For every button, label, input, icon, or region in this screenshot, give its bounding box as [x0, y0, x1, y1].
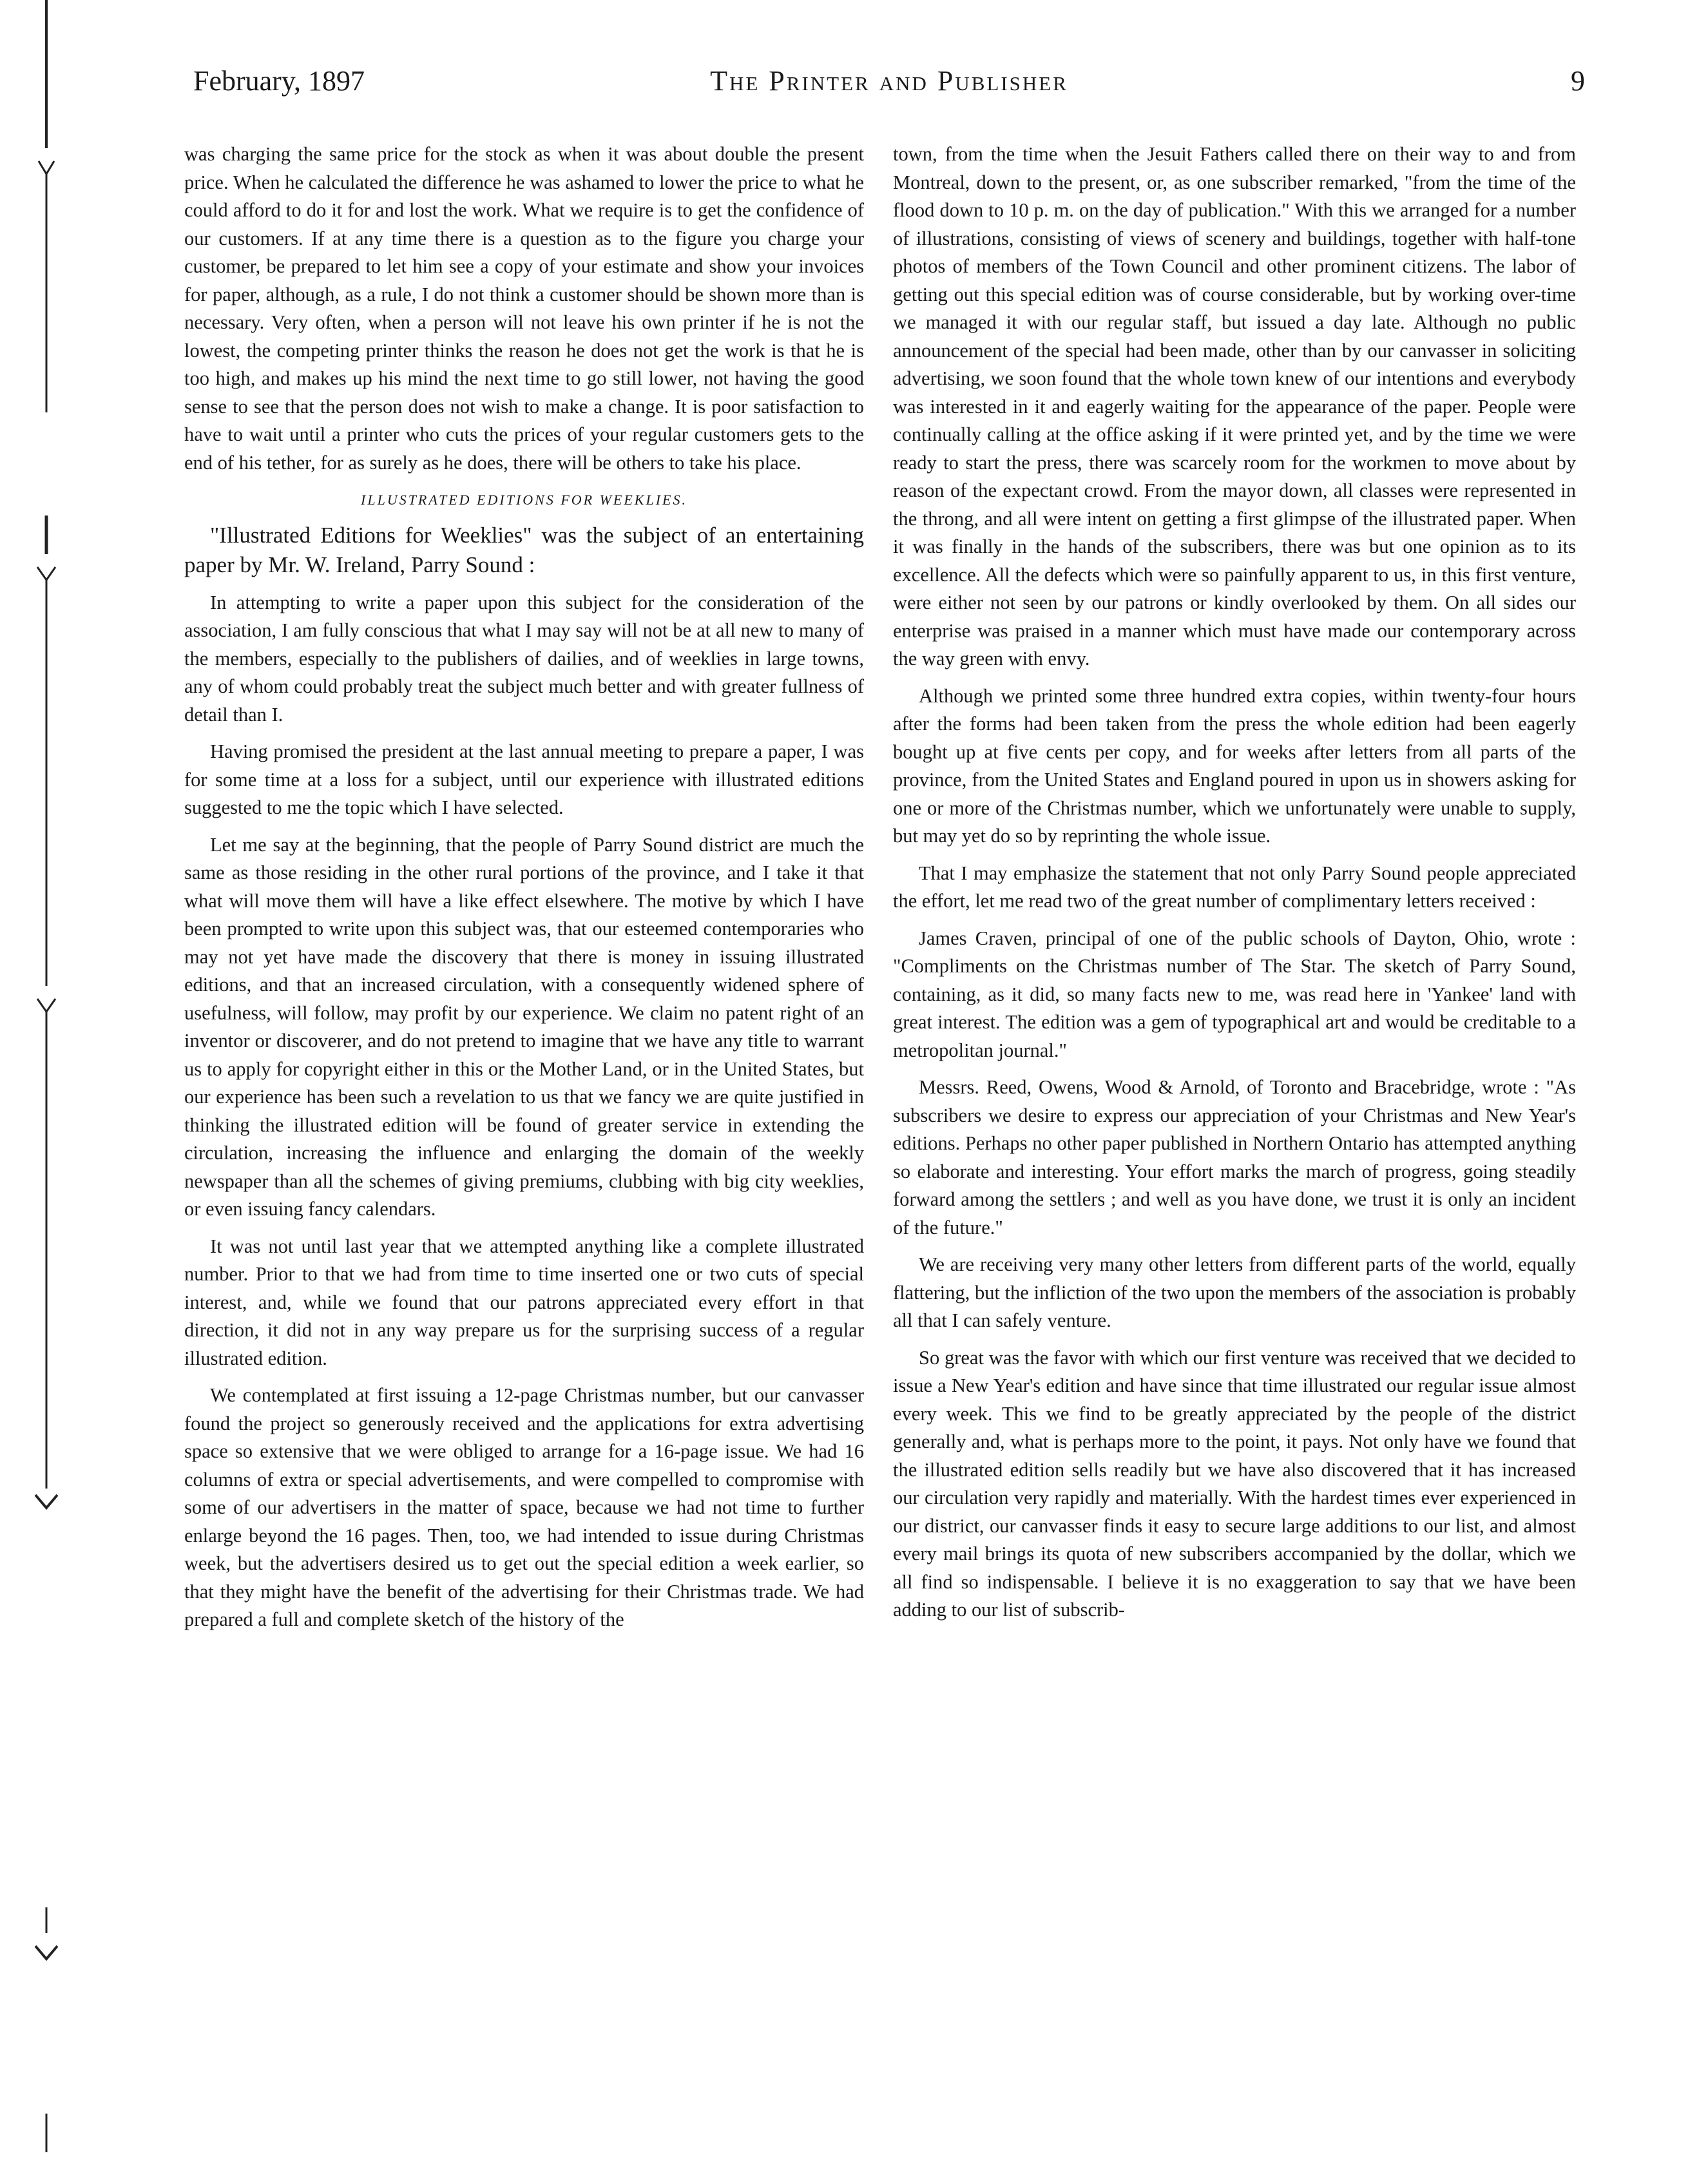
- paragraph: town, from the time when the Jesuit Fathers called there on their way to and from Montreal, down to the present, or, as one subscriber remarked, "from the time of the flood down to 10 p. m. on the day of publication." With this we arranged for a number of illustrations, consisting of views of scenery and buildings, together with half-tone photos of members of the Town Council and other prominent citizens. The labor of getting out this special edition was of course considerable, but by working over-time we managed it with our regular staff, but issued a day late. Although no public announcement of the special had been made, other than by our canvasser in soliciting advertising, we soon found that the whole town knew of our intentions and everybody was interested in it and eagerly waiting for the appearance of the paper. People were continually calling at the office asking if it were printed yet, and by the time we were ready to start the press, there was scarcely room for the workmen to move about by reason of the expectant crowd. From the mayor down, all classes were represented in the throng, and all were intent on getting a first glimpse of the illustrated paper. When it was finally in the hands of the subscribers, there was but one opinion as to its excellence. All the defects which were so painfully apparent to us, in this first venture, were either not seen by our patrons or kindly overlooked by them. On all sides our enterprise was praised in a manner which must have made our contemporary across the way green with envy.: [893, 143, 1576, 670]
- section-heading: ILLUSTRATED EDITIONS FOR WEEKLIES.: [361, 492, 687, 508]
- paragraph: Messrs. Reed, Owens, Wood & Arnold, of Toronto and Bracebridge, wrote : "As subscribers we desire to express our appreciation of your Christmas and New Year's editions. Perhaps no other paper published in Northern Ontario has attempted anything so elaborate and interesting. Your effort marks the march of progress, going steadily forward among the settlers ; and well as you have done, we trust it is only an incident of the future.": [893, 1076, 1576, 1239]
- paragraph: Although we printed some three hundred extra copies, within twenty-four hours after the forms had been taken from the press the whole edition had been eagerly bought up at five cents per copy, and for weeks after letters from all parts of the province, from the United States and England poured in upon us in showers asking for one or more of the Christmas number, which we unfortunately were unable to supply, but may yet do so by reprinting the whole issue.: [893, 684, 1576, 847]
- binding-ornament: [35, 1495, 57, 1508]
- paragraph: We are receiving very many other letters from different parts of the world, equally flattering, but the infliction of the two upon the members of the association is probably all that I can safely venture.: [893, 1253, 1576, 1331]
- paragraph: was charging the same price for the stock as when it was about double the present price. When he calculated the difference he was ashamed to lower the price to what he could afford to do it for and lost the work. What we require is to get the confidence of our customers. If at any time there is a question as to the figure you charge your customer, be prepared to let him see a copy of your estimate and show your invoices for paper, although, as a rule, I do not think a customer should be shown more than is necessary. Very often, when a person will not leave his own printer if he is not the lowest, the competing printer thinks the reason he does not get the work is that he is too high, and makes up his mind the next time to go still lower, not having the good sense to see that the person does not wish to make a change. It is poor satisfaction to have to wait until a printer who cuts the prices of your regular customers gets to the end of his tether, for as surely as he does, there will be others to take his place.: [184, 143, 864, 474]
- page-number: 9: [1571, 65, 1585, 97]
- paragraph: We contemplated at first issuing a 12-page Christmas number, but our canvasser found the project so generously received and the applications for extra advertising space so extensive that we were obliged to arrange for a 16-page issue. We had 16 columns of extra or special advertisements, and were compelled to compromise with some of our advertisers in the matter of space, because we had not time to further enlarge beyond the 16 pages. Then, too, we had intended to issue during Christmas week, but the advertisers desired us to get out the special edition a week earlier, so that they might have the benefit of the advertising for their Christmas trade. We had prepared a full and complete sketch of the history of the: [184, 1384, 864, 1630]
- binding-ornament: [35, 1946, 57, 1959]
- binding-ornament: [37, 567, 55, 580]
- paragraph-intro: "Illustrated Editions for Weeklies" was the subject of an entertaining paper by Mr. W. Ireland, Parry Sound :: [184, 522, 864, 577]
- paragraph: James Craven, principal of one of the public schools of Dayton, Ohio, wrote : "Compliments on the Christmas number of The Star. The sketch of Parry Sound, containing, as it did, so many facts new to me, was read here in 'Yankee' land with great interest. The edition was a gem of typographical art and would be creditable to a metropolitan journal.": [893, 927, 1576, 1061]
- paragraph: That I may emphasize the statement that not only Parry Sound people appreciated the effort, let me read two of the great number of complimentary letters received :: [893, 862, 1576, 912]
- right-column: [893, 140, 1576, 1634]
- binding-ornament: [37, 999, 55, 1012]
- left-column: [184, 140, 864, 1643]
- issue-date: February, 1897: [193, 65, 365, 97]
- paragraph: So great was the favor with which our first venture was received that we decided to issue a New Year's edition and have since that time illustrated our regular issue almost every week. This we find to be greatly appreciated by the people of the district generally and, what is perhaps more to the point, it pays. Not only have we found that the illustrated edition sells readily but we have also discovered that it has increased our circulation very rapidly and materially. With the hardest times ever experienced in our district, our canvasser finds it easy to secure large additions to our list, and almost every mail brings its quota of new subscribers accompanied by the dollar, which we all find so indispensable. I believe it is no exaggeration to say that we have been adding to our list of subscrib-: [893, 1346, 1576, 1621]
- running-header: [193, 64, 1585, 110]
- publication-title: The Printer and Publisher: [710, 65, 1068, 97]
- paragraph: Let me say at the beginning, that the people of Parry Sound district are much the same as those residing in the other rural portions of the province, and I take it that what will move them will have a like effect elsewhere. The motive by which I have been prompted to write upon this subject was, that our esteemed contemporaries who may not yet have made the discovery that there is money in issuing illustrated editions, and that an increased circulation, with a consequently widened sphere of usefulness, will follow, may profit by our experience. We claim no patent right of an inventor or discoverer, and do not pretend to imagine that we have any title to warrant us to apply for copyright either in this or the Mother Land, or in the United States, but our experience has been such a revelation to us that we fancy we are quite justified in thinking the illustrated edition will be found of greater service in extending the circulation, increasing the influence and enlarging the domain of the weekly newspaper than all the schemes of giving premiums, clubbing with big city weeklies, or even issuing fancy calendars.: [184, 833, 864, 1220]
- paragraph: Having promised the president at the last annual meeting to prepare a paper, I was for some time at a loss for a subject, until our experience with illustrated editions suggested to me the topic which I have selected.: [184, 740, 864, 818]
- paragraph: It was not until last year that we attempted anything like a complete illustrated number. Prior to that we had from time to time inserted one or two cuts of special interest, and, while we found that our patrons appreciated every effort in that direction, it did not in any way prepare us for the surprising success of a regular illustrated edition.: [184, 1235, 864, 1369]
- paragraph: In attempting to write a paper upon this subject for the consideration of the association, I am fully conscious that what I may say will not be at all new to many of the members, especially to the publishers of dailies, and of weeklies in large towns, any of whom could probably treat the subject much better and with greater fullness of detail than I.: [184, 591, 864, 726]
- binding-ornament: [39, 161, 54, 174]
- binding-margin-marks: [0, 0, 90, 2169]
